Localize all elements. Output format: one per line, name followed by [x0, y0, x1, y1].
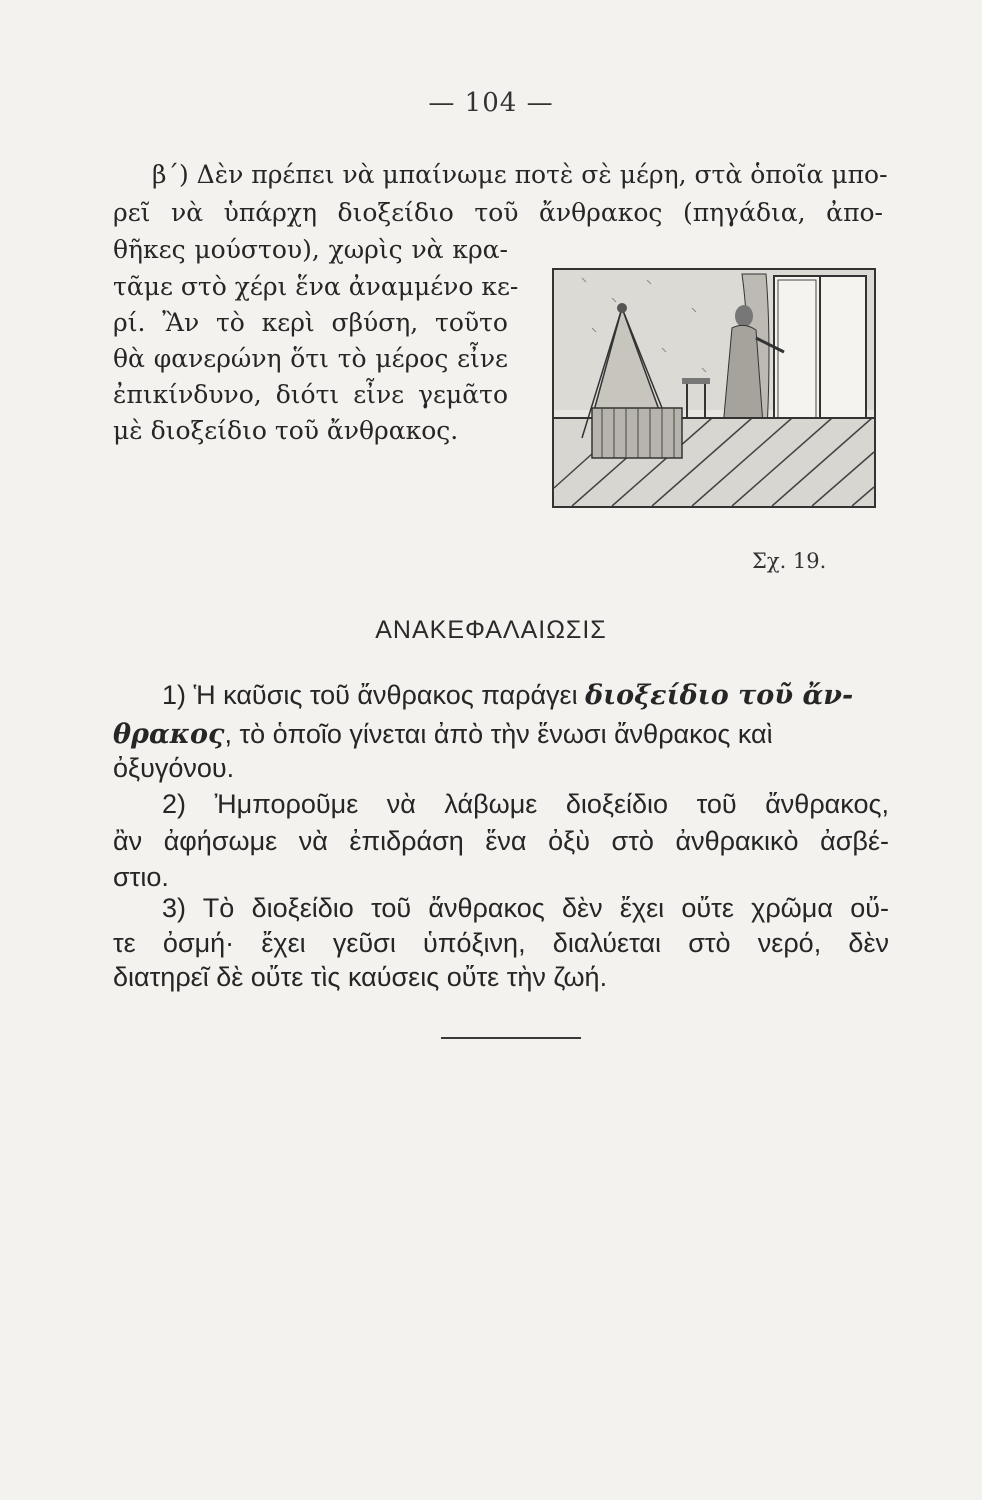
summary-1-term: διοξείδιο τοῦ ἄν-: [585, 680, 854, 711]
intro-line-2: ρεῖ νὰ ὑπάρχη διοξείδιο τοῦ ἄνθρακος (πηγάδια, ἀπο-: [113, 198, 883, 227]
summary-3-line-3: διατηρεῖ δὲ οὔτε τὶς καύσεις οὔτε τὴν ζωή.: [113, 962, 608, 992]
bedroom-engraving-icon: [552, 268, 876, 508]
summary-1-line-3: ὀξυγόνου.: [113, 753, 235, 783]
summary-2-line-1: 2) Ἠμποροῦμε νὰ λάβωμε διοξείδιο τοῦ ἄνθρακος,: [162, 789, 889, 819]
summary-3-line-2: τε ὀσμή· ἔχει γεῦσι ὑπόξινη, διαλύεται στὸ νερό, δὲν: [113, 928, 889, 958]
section-heading: ΑΝΑΚΕΦΑΛΑΙΩΣΙΣ: [375, 616, 607, 644]
intro-line-3: θῆκες μούστου), χωρὶς νὰ κρα-: [113, 235, 508, 264]
summary-1-text: 1) Ἡ καῦσις τοῦ ἄνθρακος παράγει: [162, 680, 578, 710]
summary-1-line-1: [162, 678, 853, 713]
figure-caption: Σχ. 19.: [752, 549, 827, 573]
intro-line-1: β΄) Δὲν πρέπει νὰ μπαίνωμε ποτὲ σὲ μέρη, στὰ ὁποῖα μπο-: [152, 160, 888, 189]
intro-line-5: ρί. Ἂν τὸ κερὶ σβύση, τοῦτο: [113, 308, 508, 337]
summary-1-rest: , τὸ ὁποῖο γίνεται ἀπὸ τὴν ἕνωσι ἄνθρακος καὶ: [224, 719, 773, 749]
summary-2-line-2: ἂν ἀφήσωμε νὰ ἐπιδράση ἕνα ὀξὺ στὸ ἀνθρακικὸ ἀσβέ-: [113, 826, 889, 856]
intro-line-4: τᾶμε στὸ χέρι ἕνα ἀναμμένο κε-: [113, 272, 519, 301]
summary-3-line-1: 3) Τὸ διοξείδιο τοῦ ἄνθρακος δὲν ἔχει οὔτε χρῶμα οὔ-: [162, 893, 889, 923]
intro-line-8: μὲ διοξείδιο τοῦ ἄνθρακος.: [113, 416, 459, 445]
summary-1-line-2: [113, 717, 773, 752]
page-number: — 104 —: [428, 88, 554, 118]
closing-rule: [441, 1037, 581, 1039]
summary-2-line-3: στιο.: [113, 862, 169, 892]
summary-1-term-end: θρακος: [113, 719, 225, 750]
intro-line-7: ἐπικίνδυνο, διότι εἶνε γεμᾶτο: [113, 380, 508, 409]
intro-line-6: θὰ φανερώνη ὅτι τὸ μέρος εἶνε: [113, 344, 508, 373]
